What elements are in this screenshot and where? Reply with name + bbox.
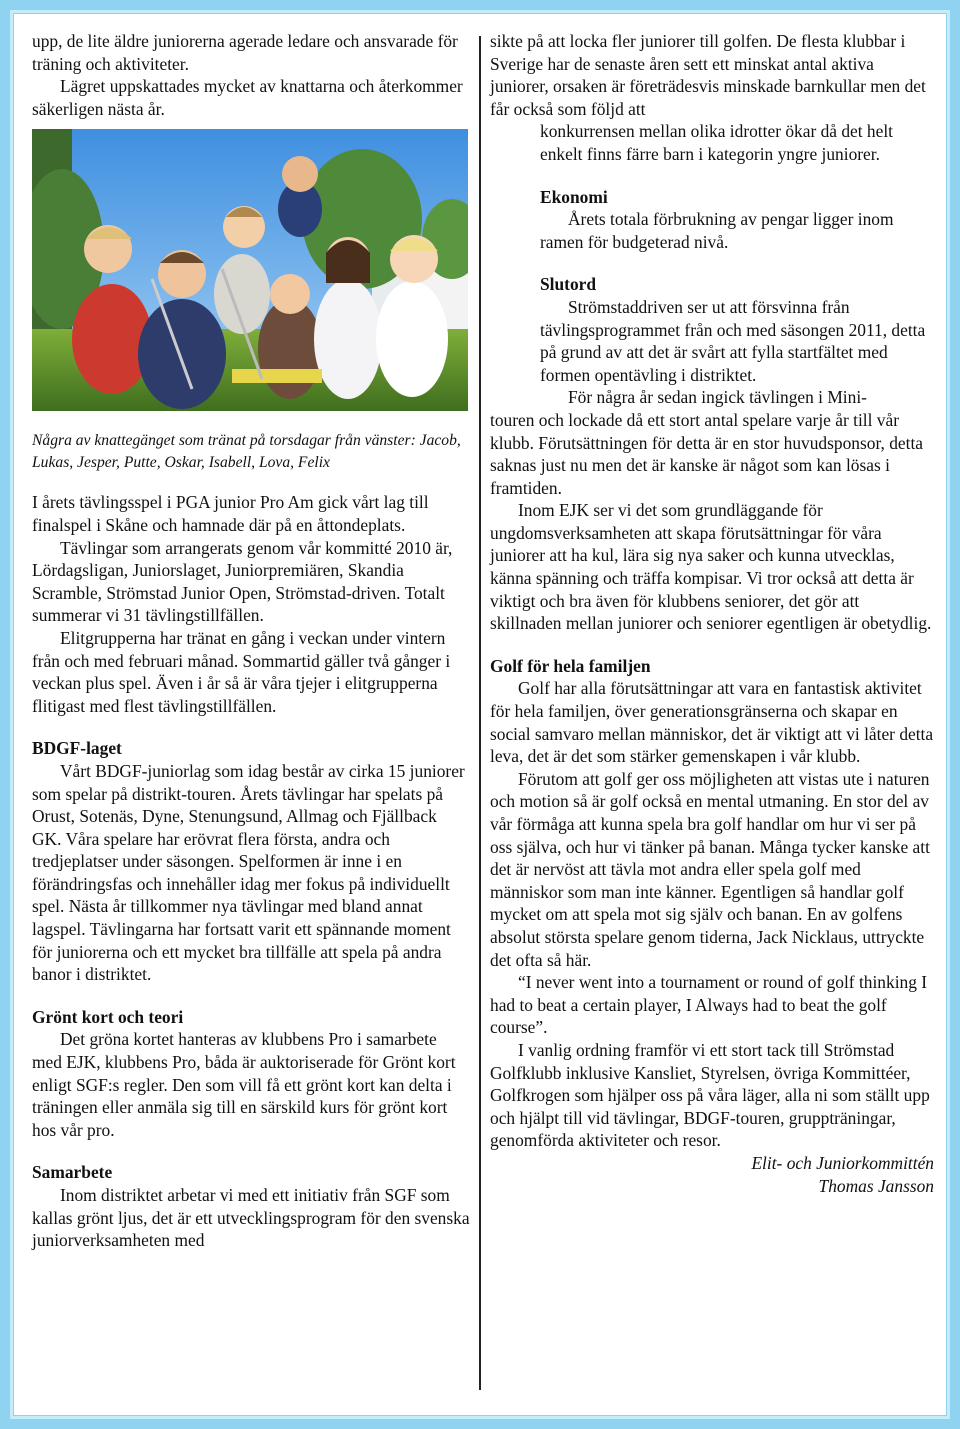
photo-caption: Några av knattegänget som tränat på torsdagar från vänster: Jacob, Lukas, Jesper, Putte, Oskar, Isabell, Lova, Felix — [32, 432, 461, 472]
ekonomi-text: Årets totala förbrukning av pengar ligger inom ramen för budgeterad nivå. — [540, 209, 894, 252]
slutord-text: Strömstaddriven ser ut att försvinna från tävlingsprogrammet från och med säsongen 2011, detta på grund av att det är svårt att fylla startfältet med formen opentävling i distriktet. — [540, 296, 926, 385]
heading-bdgf: BDGF-laget — [32, 738, 122, 759]
column-divider — [479, 36, 481, 1390]
right-intro-cont: konkurrensen mellan olika idrotter ökar då det helt enkelt finns färre barn i kategorin yngre juniorer. — [540, 121, 894, 164]
golf-quote: “I never went into a tournament or round of golf thinking I had to beat a certain player, I Always had to beat the golf course”. — [490, 972, 928, 1038]
paragraph: Elitgrupperna har tränat en gång i veckan under vintern från och med februari månad. Sommartid gäller två gånger i veckan plus spel. Även i år så är våra tjejer i elitgrupperna flitigast med flest tävlingstillfällen. — [32, 627, 451, 716]
golf-text: Förutom att golf ger oss möjligheten att vistas ute i naturen och motion så är golf också en mental utmaning. En stor del av vår förmåga att kunna spela bra golf handlar om hur vi ser på oss själva, och hur vi tänker på banan. Många tycker kanske att det är nervöst att tävla mot andra eller spela golf med människor som man inte känner. Egentligen så handlar golf mycket om att spela mot sig själv och banan. En av golfens absolut största spelare genom tiderna, Jack Nicklaus, uttryckte det ofta så här. — [490, 768, 930, 970]
intro-paragraph: upp, de lite äldre juniorerna agerade ledare och ansvarade för träning och aktiviteter. — [32, 31, 458, 74]
heading-slutord: Slutord — [540, 274, 597, 295]
signature-name: Thomas Jansson — [818, 1175, 934, 1196]
slutord-text: touren och lockade då ett stort antal spelare varje år till vår klubb. Förutsättningen för detta är en stor huvudsponsor, detta saknas just nu men det är kanske är något som kan lösas i framtiden. — [490, 409, 924, 498]
golf-text: I vanlig ordning framför vi ett stort tack till Strömstad Golfklubb inklusive Kansliet, Styrelsen, övriga Kommittéer, Golfkrogen som hjälper oss på våra läger, alla ni som ställt upp och hjälpt till vid tävlingar, BDGF-touren, gruppträningar, genomförda aktiviteter och resor. — [490, 1039, 930, 1151]
right-intro: sikte på att locka fler juniorer till golfen. De flesta klubbar i Sverige har de senaste åren sett ett minskat antal aktiva juniorer, orsaken är företrädesvis minskade barnkullar men det får också som följd att — [490, 31, 926, 119]
golf-text: Golf har alla förutsättningar att vara en fantastisk aktivitet för hela familjen, över generationsgränserna och skapar en social samvaro mellan människor, det är viktigt att vi låter detta leva, det är det som stärker gemenskapen i vår klubb. — [490, 678, 934, 767]
heading-samarbete: Samarbete — [32, 1162, 113, 1183]
slutord-text: Inom EJK ser vi det som grundläggande för ungdomsverksamheten att skapa förutsättningar för våra juniorer att ha kul, lära sig nya saker och kunna utvecklas, känna spänning och träffa kompisar. Vi tror också att detta är viktigt och bra även för klubbens seniorer, det gör att skillnaden mellan juniorer och seniorer egentligen är obetydlig. — [490, 500, 932, 634]
heading-gront-kort: Grönt kort och teori — [32, 1006, 184, 1027]
bdgf-text: Vårt BDGF-juniorlag som idag består av cirka 15 juniorer som spelar på distrikt-touren. Årets tävlingar har spelats på Orust, Sotenäs, Dyne, Stenungsund, Allmag och Fjällback GK. Våra spelare har erövrat flera första, andra och tredjeplatser under säsongen. Spelformen är inne i en förändringsfas och innehåller idag mer fokus på individuellt spel. Nästa år tillkommer nya tävlingar med bland annat lagspel. Tävlingarna har fortsatt varit ett spännande moment för juniorerna och ett mycket bra tillfälle att spela på andra banor i distriktet. — [32, 760, 465, 985]
samarbete-text: Inom distriktet arbetar vi med ett initiativ från SGF som kallas grönt ljus, det är ett utvecklingsprogram för den svenska juniorverksamheten med — [32, 1185, 470, 1251]
paragraph: I årets tävlingsspel i PGA junior Pro Am gick vårt lag till finalspel i Skåne och hamnade där på en åttondeplats. — [32, 492, 429, 535]
paragraph: Tävlingar som arrangerats genom vår kommitté 2010 är, Lördagsligan, Juniorslaget, Juniorpremiären, Skandia Scramble, Strömstad Junior Open, Strömstad-driven. Totalt summerar vi 31 tävlingstillfällen. — [32, 537, 453, 626]
right-column — [490, 30, 934, 1197]
intro-paragraph: Lägret uppskattades mycket av knattarna och återkommer säkerligen nästa år. — [32, 76, 463, 119]
kids-photo — [32, 129, 468, 411]
gront-kort-text: Det gröna kortet hanteras av klubbens Pro i samarbete med EJK, klubbens Pro, båda är auktoriserade för Grönt kort enligt SGF:s regler. Den som vill få ett grönt kort kan delta i träningen eller anmäla sig till en särskild kurs för grönt kort hos vår pro. — [32, 1029, 456, 1140]
signature-committee: Elit- och Juniorkommittén — [751, 1152, 934, 1173]
heading-golf-familjen: Golf för hela familjen — [490, 655, 651, 676]
left-column — [32, 30, 470, 1252]
heading-ekonomi: Ekonomi — [540, 186, 608, 207]
slutord-text: För några år sedan ingick tävlingen i Mini- — [568, 387, 867, 408]
